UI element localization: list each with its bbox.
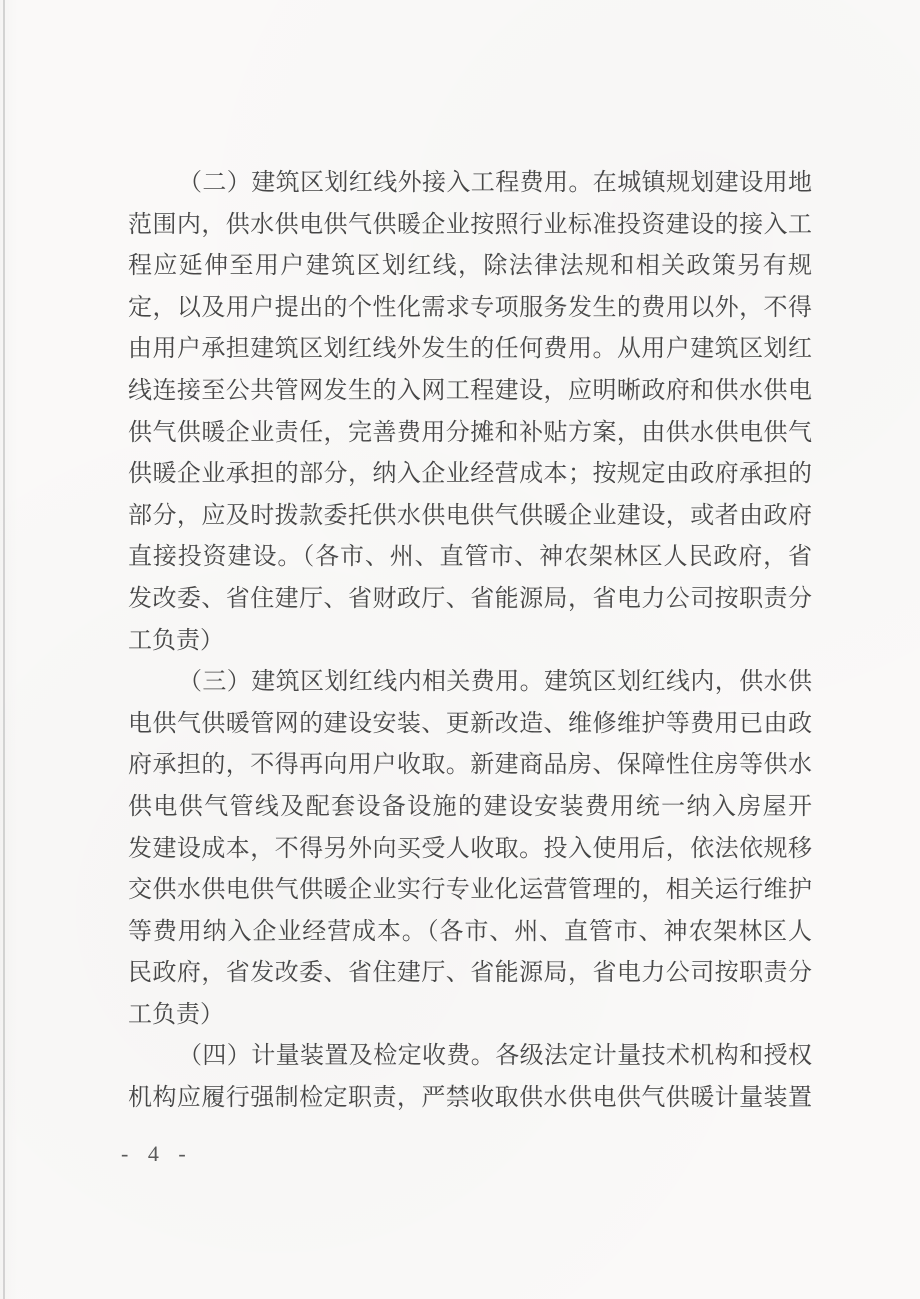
text-line: 供气供暖企业责任，完善费用分摊和补贴方案，由供水供电供气 <box>128 419 812 446</box>
text-line: （三）建筑区划红线内相关费用。建筑区划红线内，供水供 <box>178 669 812 696</box>
paragraph-section-2 <box>128 163 812 662</box>
text-line: 部分，应及时拨款委托供水供电供气供暖企业建设，或者由政府 <box>128 502 812 529</box>
text-line: 机构应履行强制检定职责，严禁收取供水供电供气供暖计量装置 <box>128 1085 812 1112</box>
text-line: 交供水供电供气供暖企业实行专业化运营管理的，相关运行维护 <box>128 877 812 904</box>
paragraph-section-3 <box>128 662 812 1036</box>
scan-edge-artifact <box>3 0 5 1299</box>
text-line: 范围内，供水供电供气供暖企业按照行业标准投资建设的接入工 <box>128 211 812 238</box>
text-line: 电供气供暖管网的建设安装、更新改造、维修维护等费用已由政 <box>128 710 812 737</box>
text-line: 供暖企业承担的部分，纳入企业经营成本；按规定由政府承担的 <box>128 461 812 488</box>
text-line: 由用户承担建筑区划红线外发生的任何费用。从用户建筑区划红 <box>128 336 812 363</box>
paragraph-section-4 <box>128 1036 812 1119</box>
text-line: 发建设成本，不得另外向买受人收取。投入使用后，依法依规移 <box>128 835 812 862</box>
text-line: 民政府，省发改委、省住建厅、省能源局，省电力公司按职责分 <box>128 960 812 987</box>
page-number: - 4 - <box>121 1141 193 1166</box>
text-line: 供电供气管线及配套设备设施的建设安装费用统一纳入房屋开 <box>128 793 812 820</box>
text-line: 府承担的，不得再向用户收取。新建商品房、保障性住房等供水 <box>128 752 812 779</box>
text-line: 等费用纳入企业经营成本。（各市、州、直管市、神农架林区人 <box>128 918 812 945</box>
document-body <box>128 163 812 1120</box>
text-line: 直接投资建设。（各市、州、直管市、神农架林区人民政府，省 <box>128 544 812 571</box>
text-line: 线连接至公共管网发生的入网工程建设，应明晰政府和供水供电 <box>128 377 812 404</box>
text-line: 程应延伸至用户建筑区划红线，除法律法规和相关政策另有规 <box>128 253 812 280</box>
text-line: （二）建筑区划红线外接入工程费用。在城镇规划建设用地 <box>178 170 812 196</box>
text-line: 定，以及用户提出的个性化需求专项服务发生的费用以外，不得 <box>128 294 812 321</box>
text-line: （四）计量装置及检定收费。各级法定计量技术机构和授权 <box>178 1043 812 1070</box>
text-line: 工负责） <box>128 627 224 654</box>
text-line: 发改委、省住建厅、省财政厅、省能源局，省电力公司按职责分 <box>128 585 812 612</box>
text-line: 工负责） <box>128 1001 224 1028</box>
